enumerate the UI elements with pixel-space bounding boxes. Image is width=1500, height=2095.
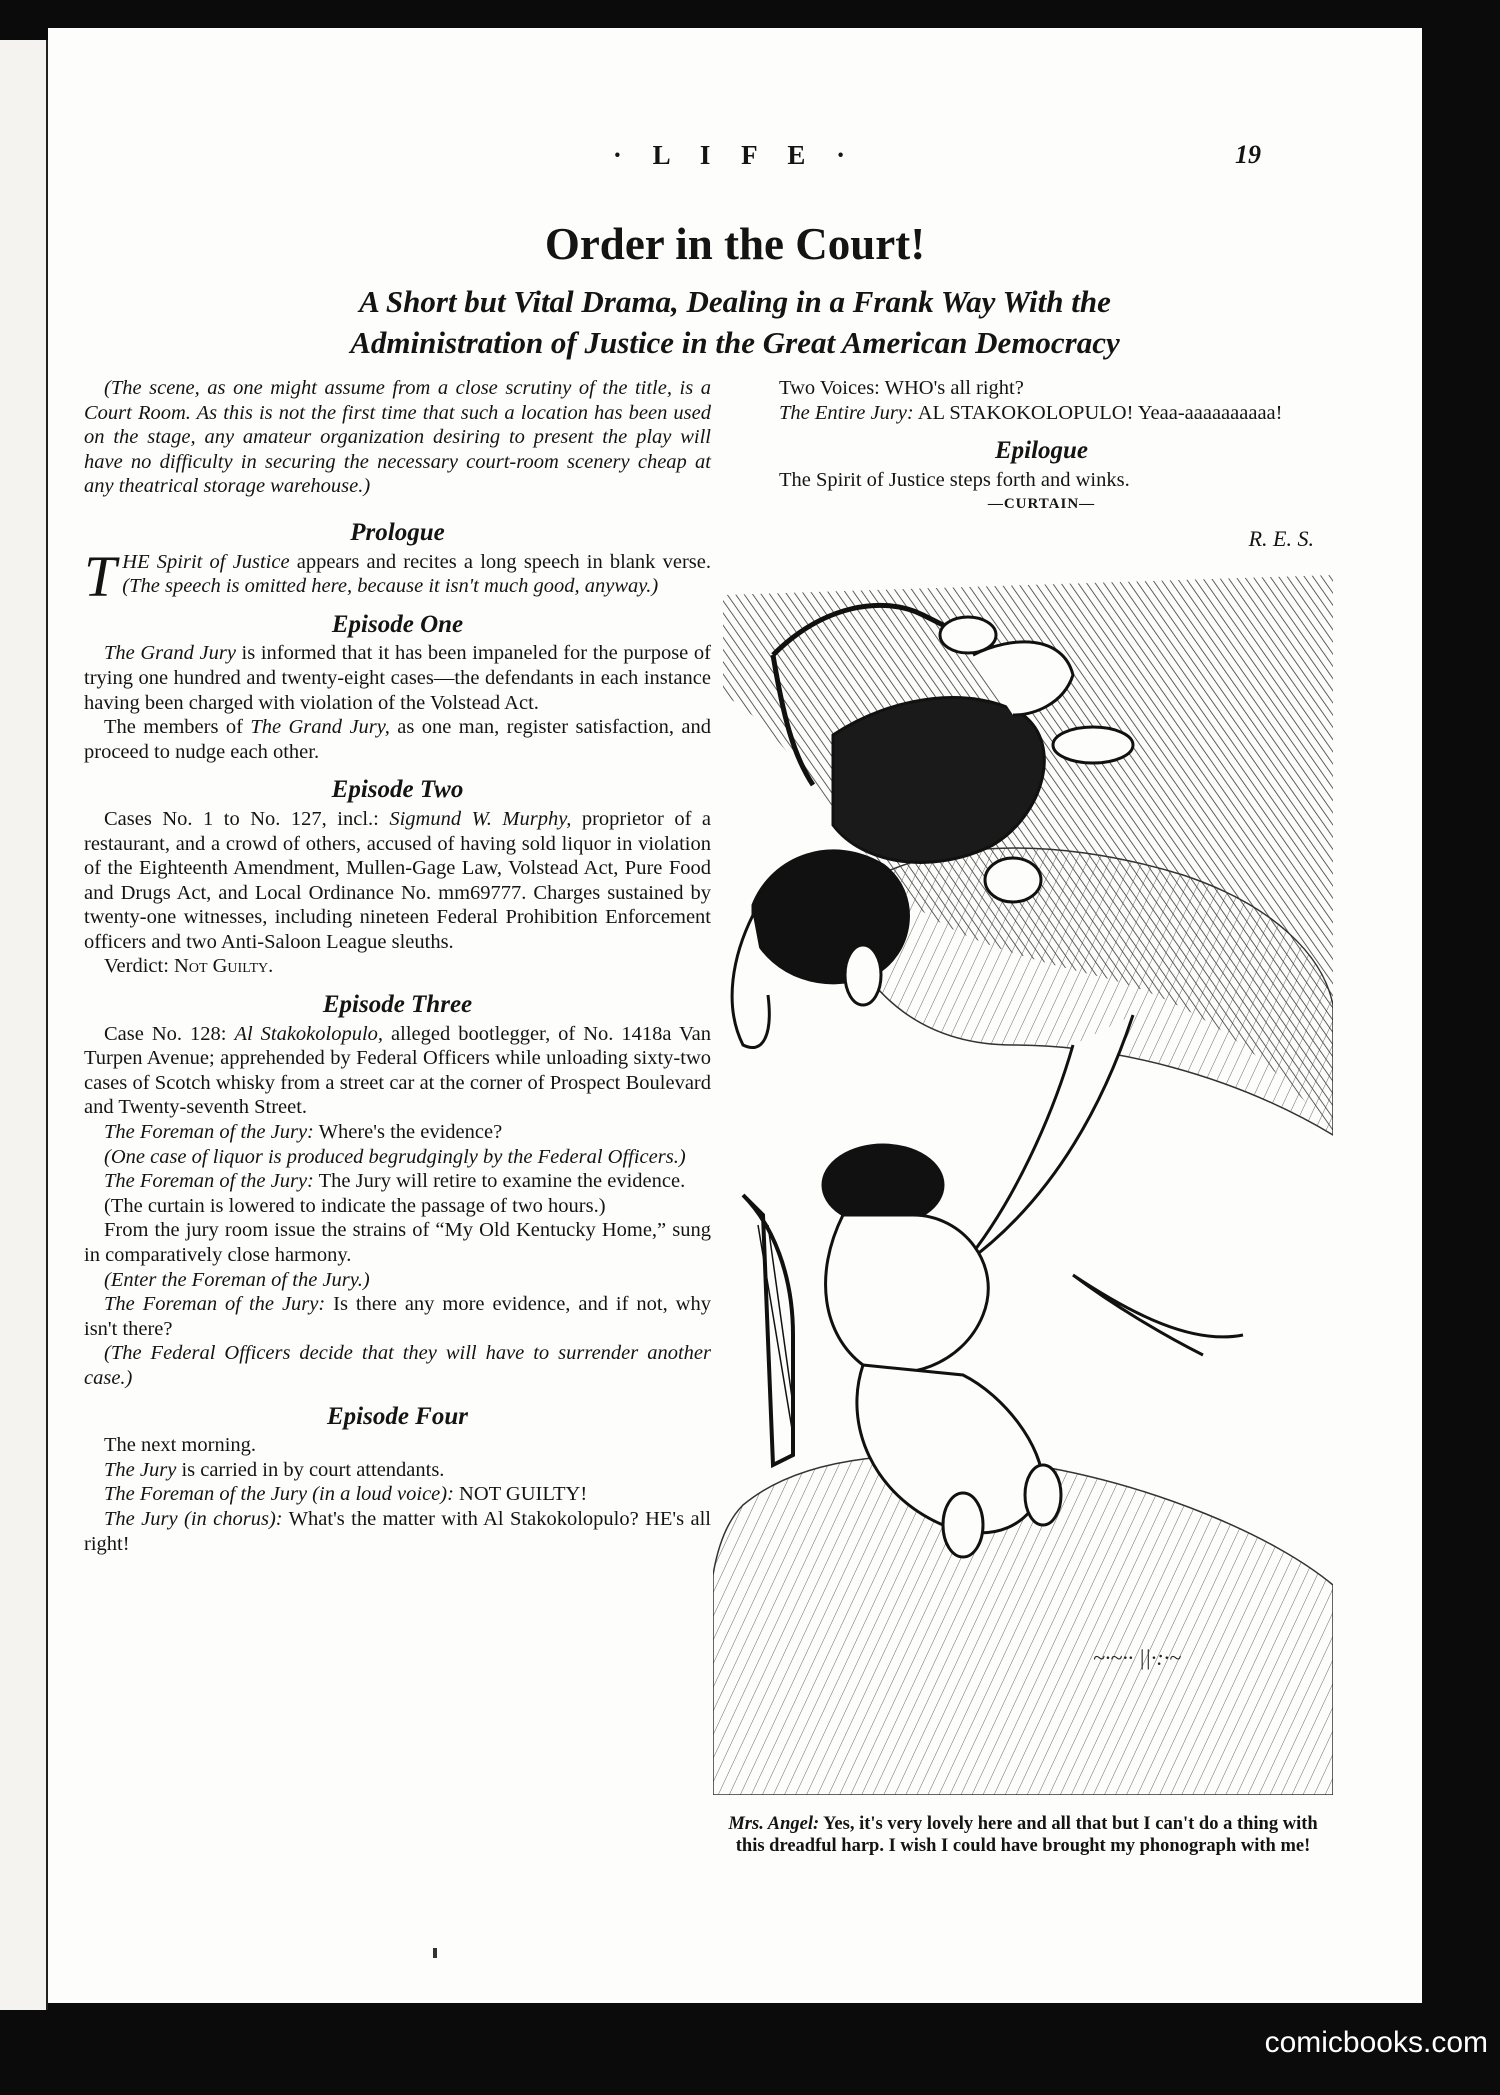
episode-one-paragraph-2: The members of The Grand Jury, as one man, register satisfaction, and proceed to nudge each other.	[84, 716, 712, 763]
episode-two-paragraph: Cases No. 1 to No. 127, incl.: Sigmund W. Murphy, proprietor of a restaurant, and a crowd of others, accused of having sold liquor in violation of the Eighteenth Amendment, Mullen-Gage Law, Volstead Act, Pure Food and Drugs Act, and Local Ordinance No. mm69777. Charges sustained by twenty-one witnesses, including nineteen Federal Prohibition Enforcement officers and two Anti-Saloon League sleuths.	[84, 807, 712, 953]
heading-episode-two: Episode Two	[331, 776, 464, 804]
right-line-2: The Entire Jury: AL STAKOKOLOPULO! Yeaa-aaaaaaaaaa!	[779, 401, 1283, 424]
curtain-line: —CURTAIN—	[987, 496, 1096, 513]
episode-one-paragraph-1: The Grand Jury is informed that it has been impaneled for the purpose of trying one hundred and twenty-eight cases—the defendants in each instance having been charged with violation of the Volstead Act.	[84, 642, 711, 714]
caption-speaker: Mrs. Angel:	[728, 1814, 820, 1834]
episode-three-line-3: The Foreman of the Jury: The Jury will retire to examine the evidence.	[104, 1170, 686, 1193]
article-subtitle	[48, 281, 1422, 363]
episode-four-line-4: The Jury (in chorus): What's the matter with Al Stakokolopulo? HE's all right!	[84, 1507, 712, 1555]
epilogue-text: The Spirit of Justice steps forth and winks.	[779, 468, 1130, 491]
episode-four-line-2: The Jury is carried in by court attendants.	[104, 1458, 445, 1481]
author-initials: R. E. S.	[1248, 525, 1314, 551]
heading-epilogue: Epilogue	[994, 437, 1089, 465]
episode-three-line-8: (The Federal Officers decide that they will have to surrender another case.)	[84, 1342, 711, 1389]
heading-episode-four: Episode Four	[326, 1402, 468, 1430]
prologue-paragraph: THE Spirit of Justice appears and recites a long speech in blank verse. (The speech is omitted here, because it isn't much good, anyway.)	[84, 543, 711, 609]
drop-cap: T	[84, 543, 117, 609]
right-line-1: Two Voices: WHO's all right?	[779, 377, 1024, 399]
caption-text: Yes, it's very lovely here and all that but I can't do a thing with this dreadful harp. I wish I could have brought my phonograph with me!	[735, 1814, 1318, 1856]
left-text-column	[84, 376, 711, 1556]
heading-episode-three: Episode Three	[322, 991, 473, 1019]
subtitle-line-1: A Short but Vital Drama, Dealing in a Frank Way With the	[359, 284, 1111, 319]
episode-four-line-3: The Foreman of the Jury (in a loud voice): NOT GUILTY!	[104, 1483, 588, 1506]
article-title: Order in the Court!	[544, 219, 926, 269]
right-text-column	[759, 376, 1324, 552]
magazine-page	[48, 28, 1422, 2003]
artist-signature: ~·~·· ||·:·~	[1093, 1645, 1182, 1670]
episode-three-line-1: The Foreman of the Jury: Where's the evidence?	[104, 1121, 503, 1144]
illustration-caption	[713, 1813, 1333, 1857]
page-number: 19	[1235, 140, 1261, 169]
episode-three-line-2: (One case of liquor is produced begrudgingly by the Federal Officers.)	[104, 1145, 686, 1168]
episode-three-line-4: (The curtain is lowered to indicate the passage of two hours.)	[104, 1194, 606, 1217]
print-speck	[433, 1948, 437, 1958]
episode-three-line-7: The Foreman of the Jury: Is there any more evidence, and if not, why isn't there?	[84, 1293, 711, 1340]
episode-three-line-5: From the jury room issue the strains of “My Old Kentucky Home,” sung in comparatively close harmony.	[84, 1219, 711, 1266]
episode-three-paragraph: Case No. 128: Al Stakokolopulo, alleged bootlegger, of No. 1418a Van Turpen Avenue; apprehended by Federal Officers while unloading sixty-two cases of Scotch whisky from a street car at the corner of Prospect Boulevard and Twenty-seventh Street.	[84, 1022, 711, 1119]
heading-episode-one: Episode One	[331, 610, 464, 638]
episode-four-line-1: The next morning.	[104, 1434, 257, 1457]
episode-two-verdict: Verdict: Not Guilty.	[104, 955, 274, 978]
watermark: comicbooks.com	[1264, 2026, 1488, 2059]
running-head: · L I F E ·	[612, 140, 858, 170]
cartoon-illustration	[713, 575, 1333, 1795]
episode-three-line-6: (Enter the Foreman of the Jury.)	[104, 1268, 370, 1291]
heading-prologue: Prologue	[350, 518, 445, 546]
subtitle-line-2: Administration of Justice in the Great American Democracy	[350, 325, 1120, 360]
adjacent-page-edge	[0, 40, 48, 2010]
stage-note: (The scene, as one might assume from a close scrutiny of the title, is a Court Room. As this is not the first time that such a location has been used on the stage, any amateur organization desiring to present the play will have no difficulty in securing the necessary court-room scenery cheap at any theatrical storage warehouse.)	[84, 377, 711, 498]
